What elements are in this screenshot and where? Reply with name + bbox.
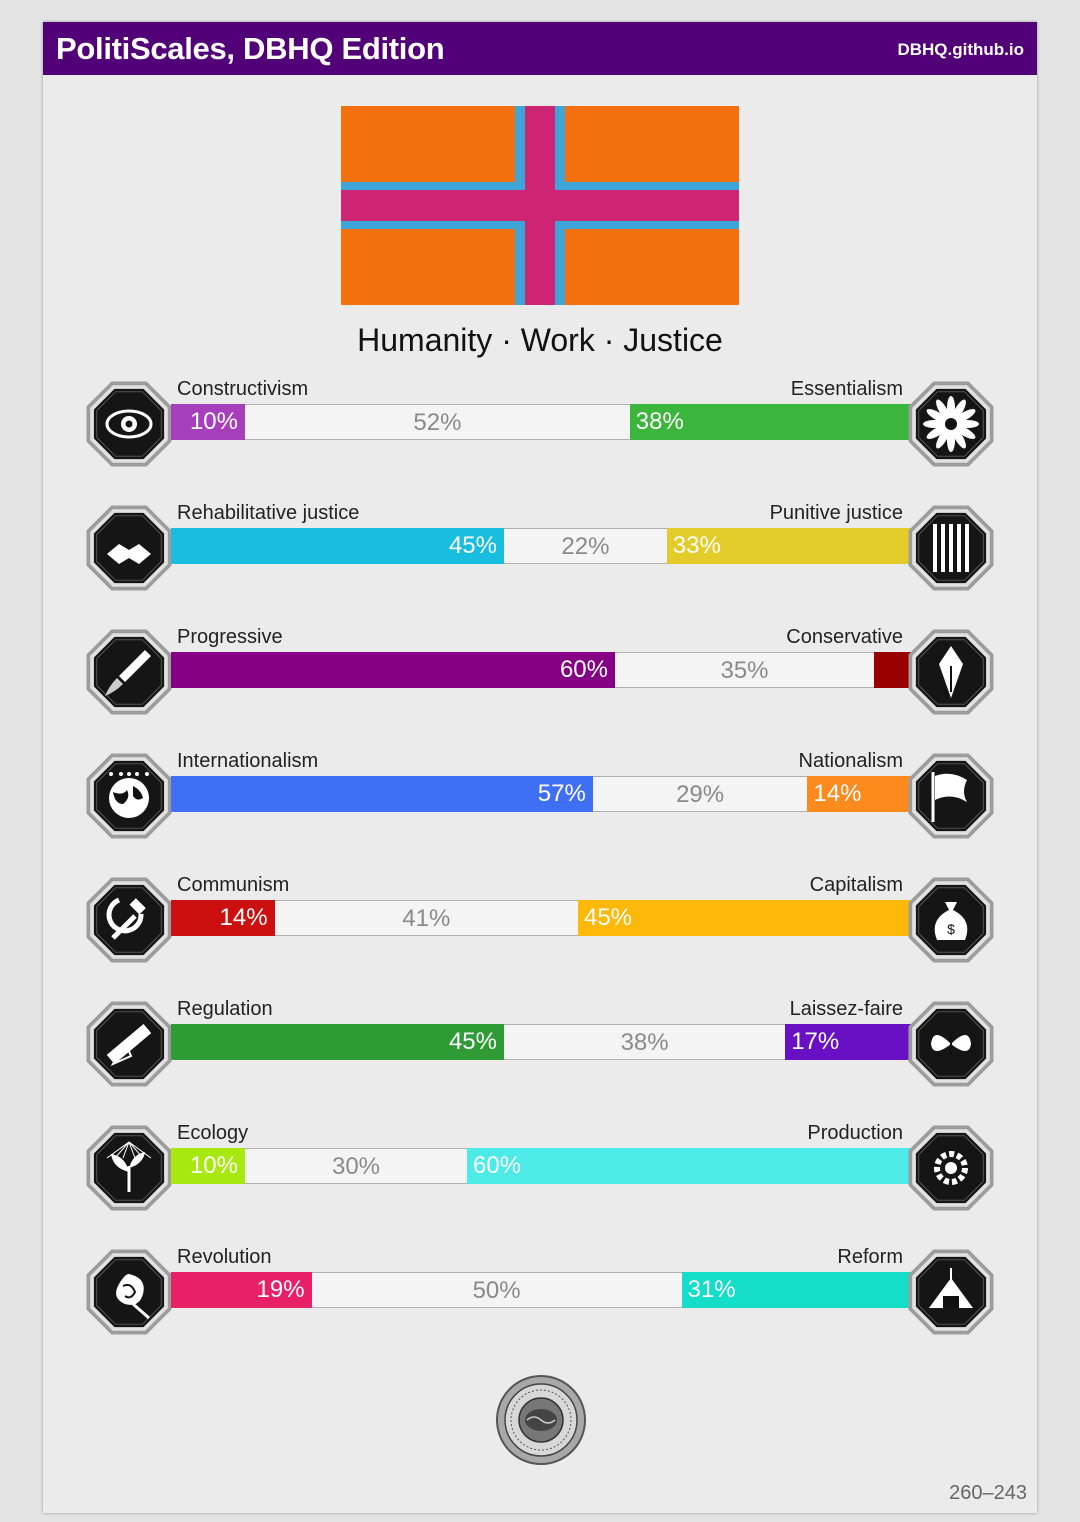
globe-icon	[83, 750, 175, 842]
axis-bar	[171, 1148, 911, 1184]
seal-icon	[495, 1374, 587, 1466]
flag-icon	[905, 750, 997, 842]
flower-icon	[905, 378, 997, 470]
axis-left-label: Regulation	[177, 998, 273, 1020]
axis-bar	[171, 776, 911, 812]
axis-left-label: Internationalism	[177, 750, 319, 772]
header-bar	[43, 22, 1037, 75]
axis-left-label: Rehabilitative justice	[177, 502, 360, 524]
site-link[interactable]: DBHQ.github.io	[897, 40, 1024, 59]
ruler-icon	[83, 998, 175, 1090]
axis-right-label: Laissez-faire	[789, 998, 903, 1020]
handshake-icon	[83, 502, 175, 594]
axis-row	[83, 626, 997, 718]
bar-neutral-segment: 22%	[504, 528, 667, 564]
axis-row	[83, 998, 997, 1090]
axis-right-label: Conservative	[786, 626, 903, 648]
eye-icon	[83, 378, 175, 470]
bar-neutral-segment: 38%	[504, 1024, 785, 1060]
axis-row	[83, 502, 997, 594]
axis-right-label: Capitalism	[809, 874, 903, 896]
page-counter: 260–243	[949, 1482, 1027, 1504]
bar-neutral-segment: 41%	[275, 900, 578, 936]
rocket-icon	[83, 626, 175, 718]
bar-right-segment: 14%	[807, 776, 911, 812]
axis-bar	[171, 1272, 911, 1308]
sprout-icon	[83, 1122, 175, 1214]
bar-neutral-segment: 29%	[593, 776, 808, 812]
bar-left-segment: 10%	[171, 1148, 245, 1184]
app-title: PolitiScales, DBHQ Edition	[56, 31, 445, 66]
svg-text:$: $	[947, 921, 955, 937]
bar-neutral-segment: 50%	[312, 1272, 682, 1308]
axis-bar	[171, 1024, 911, 1060]
motto-slogan: Humanity · Work · Justice	[357, 322, 723, 358]
bar-left-segment: 45%	[171, 528, 504, 564]
factory-gear-icon	[905, 1122, 997, 1214]
axis-right-label: Reform	[837, 1246, 903, 1268]
axis-row	[83, 750, 997, 842]
axis-right-label: Nationalism	[798, 750, 903, 772]
prison-bars-icon	[905, 502, 997, 594]
axis-bar	[171, 404, 911, 440]
ballot-tent-icon	[905, 1246, 997, 1338]
axis-bar	[171, 652, 911, 688]
bar-right-segment: 45%	[578, 900, 911, 936]
flag-cross-inner-horizontal	[341, 190, 739, 221]
axis-row	[83, 874, 997, 966]
axis-right-label: Punitive justice	[769, 502, 903, 524]
results-card	[43, 22, 1037, 1513]
axis-row	[83, 1246, 997, 1338]
axis-left-label: Ecology	[177, 1122, 249, 1144]
bar-right-segment: 31%	[682, 1272, 911, 1308]
axis-right-label: Essentialism	[790, 378, 903, 400]
result-flag	[341, 106, 739, 305]
bar-left-segment: 60%	[171, 652, 615, 688]
bar-right-segment: 60%	[467, 1148, 911, 1184]
axis-row	[83, 378, 997, 470]
axis-left-label: Revolution	[177, 1246, 272, 1268]
rose-icon	[83, 1246, 175, 1338]
butterflies-icon	[905, 998, 997, 1090]
bar-right-segment: 17%	[785, 1024, 911, 1060]
axis-left-label: Communism	[177, 874, 290, 896]
axis-bar	[171, 900, 911, 936]
axis-right-label: Production	[807, 1122, 903, 1144]
bar-right-segment: 33%	[667, 528, 911, 564]
hammer-sickle-icon	[83, 874, 175, 966]
bar-right-segment: 38%	[630, 404, 911, 440]
bar-left-segment: 19%	[171, 1272, 312, 1308]
bar-left-segment: 57%	[171, 776, 593, 812]
axis-left-label: Constructivism	[177, 378, 309, 400]
axis-bar	[171, 528, 911, 564]
bar-neutral-segment: 52%	[245, 404, 630, 440]
bar-left-segment: 10%	[171, 404, 245, 440]
bar-left-segment: 14%	[171, 900, 275, 936]
axis-row	[83, 1122, 997, 1214]
money-bag-icon	[905, 874, 997, 966]
bar-neutral-segment: 30%	[245, 1148, 467, 1184]
bar-neutral-segment: 35%	[615, 652, 874, 688]
axis-left-label: Progressive	[177, 626, 283, 648]
bar-left-segment: 45%	[171, 1024, 504, 1060]
fountain-pen-icon	[905, 626, 997, 718]
